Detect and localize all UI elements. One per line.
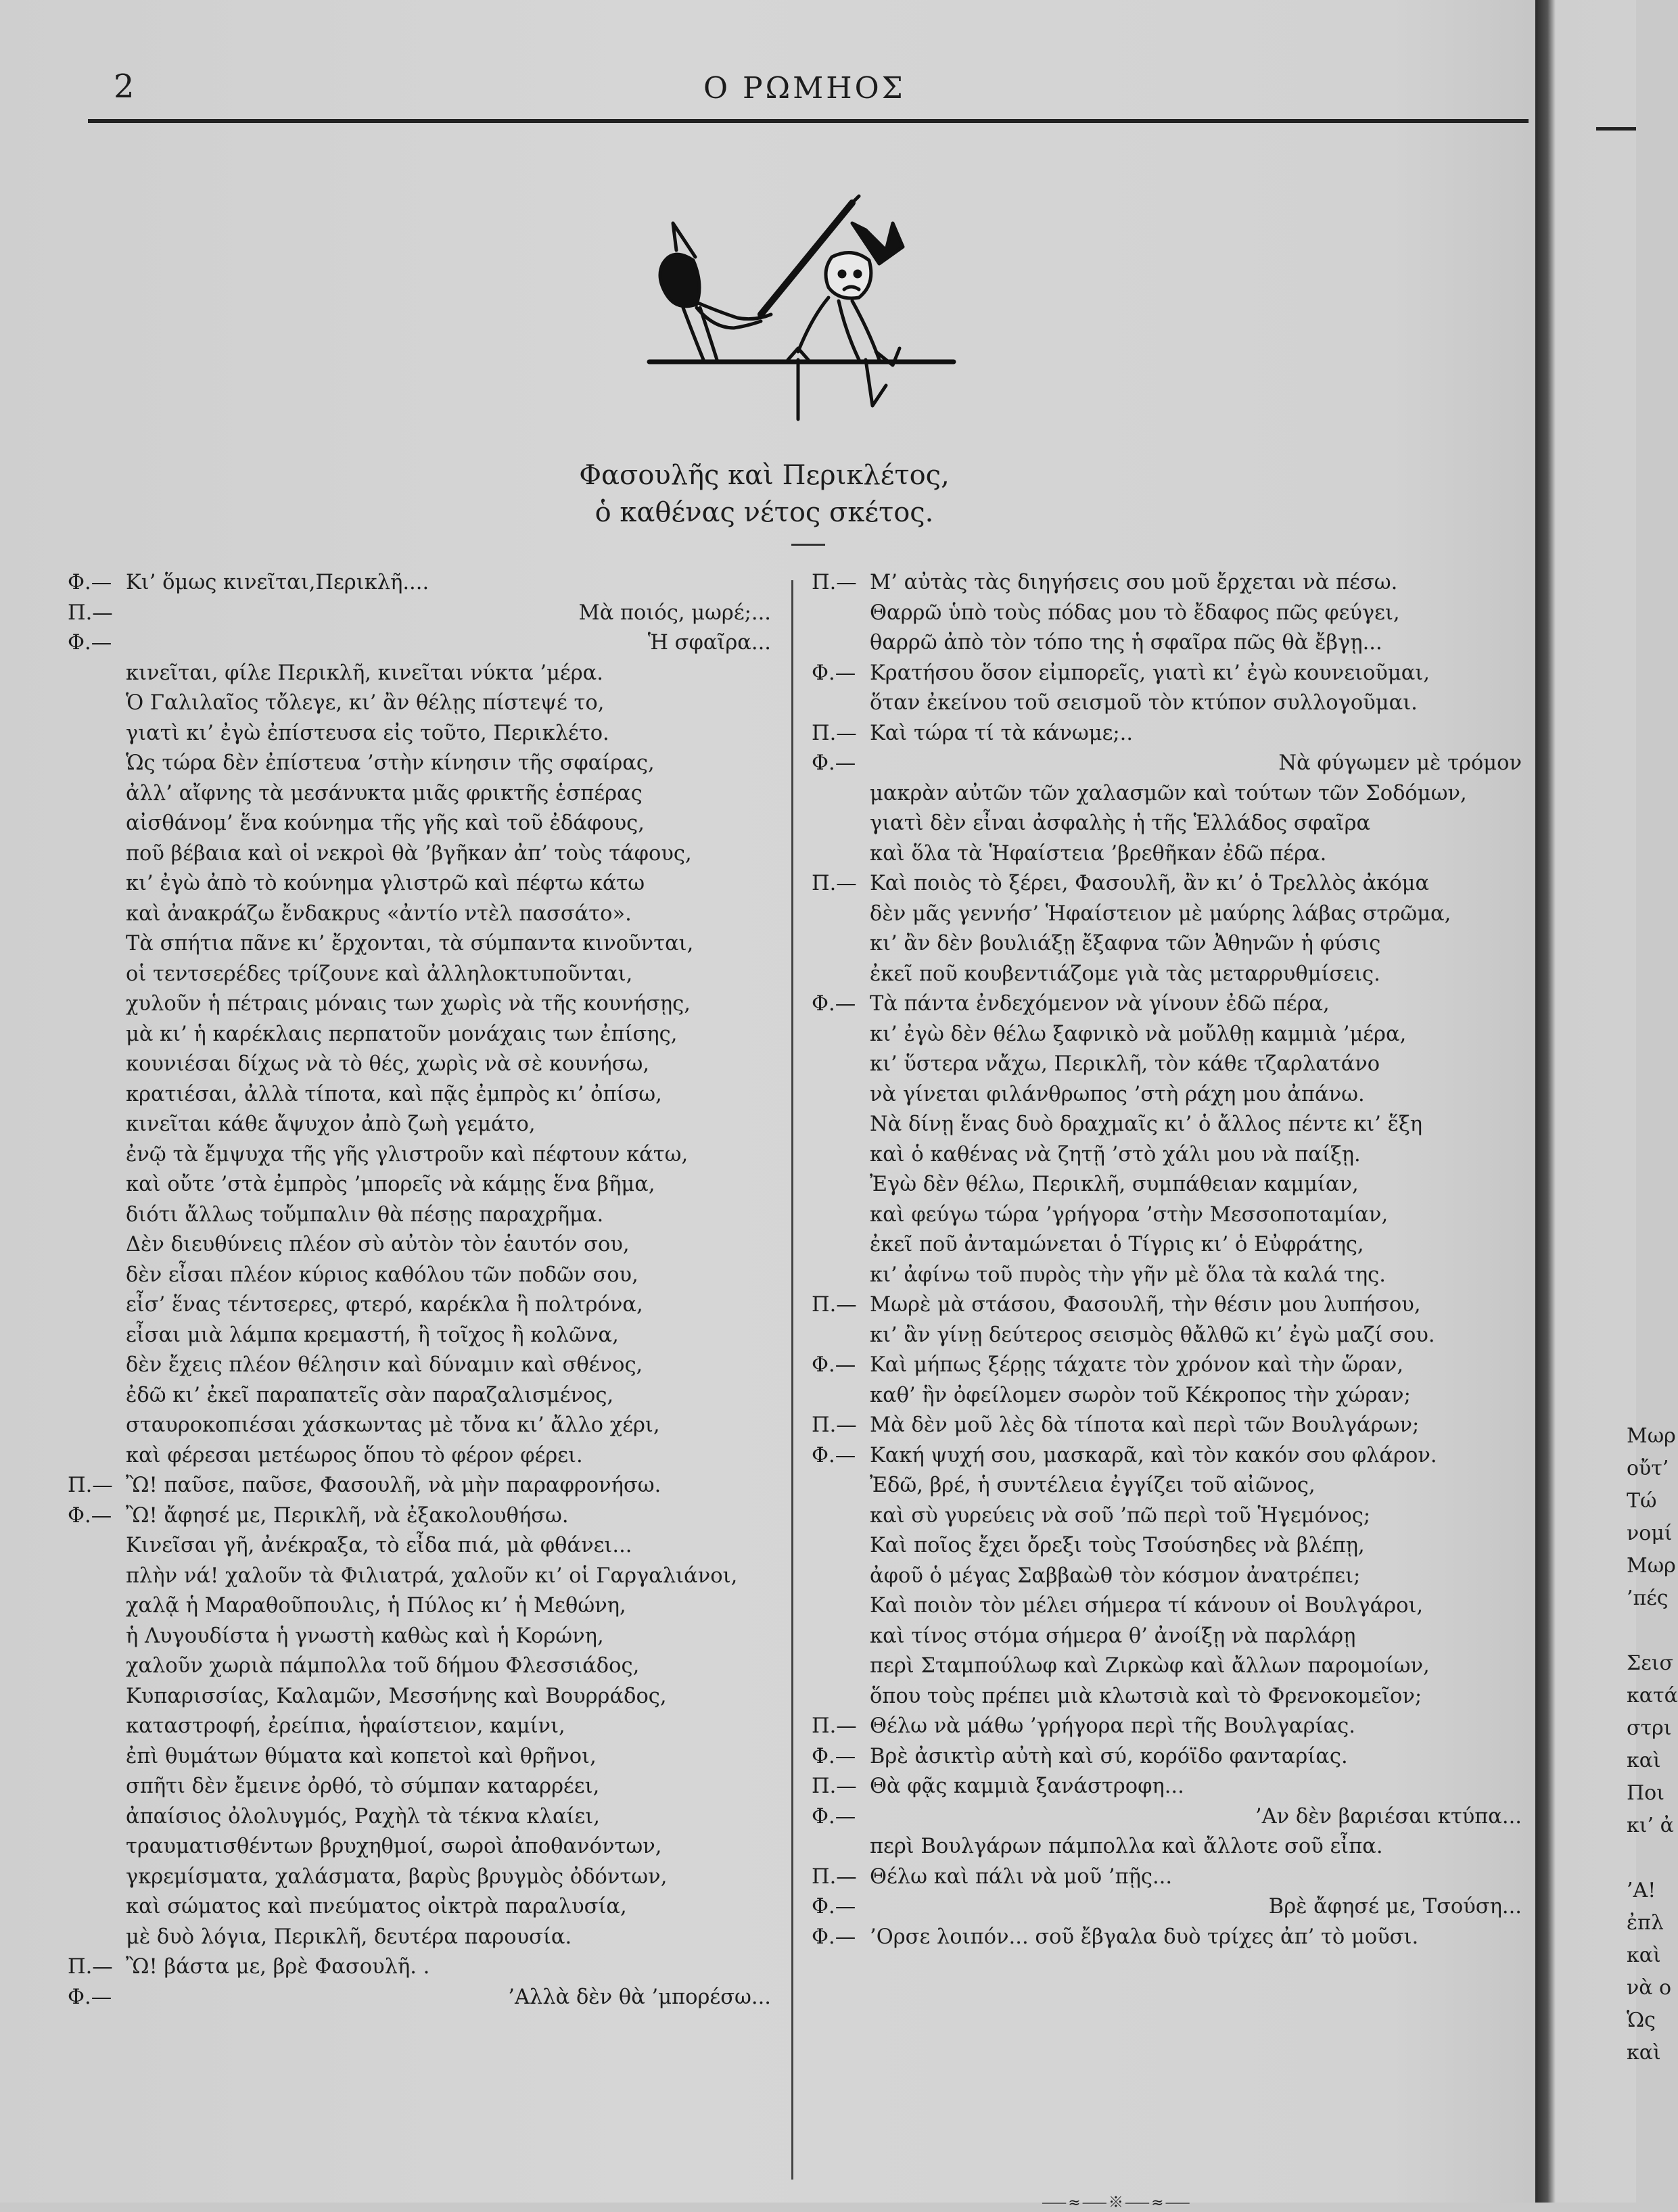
caption-line-2: ὁ καθένας νέτος σκέτος. <box>595 497 934 528</box>
verse-line <box>812 749 1529 779</box>
verse-line <box>812 1682 1529 1712</box>
verse-line <box>68 1170 778 1200</box>
fragment-line: κι’ ἀ <box>1627 1814 1674 1837</box>
verse-text: θαρρῶ ἀπὸ τὸν τόπο της ἡ σφαῖρα πῶς θὰ ἔβγῃ... <box>870 631 1382 655</box>
verse-line <box>68 1892 778 1923</box>
speaker-label: Φ.— <box>68 571 112 594</box>
verse-line <box>68 929 778 960</box>
speaker-label: Π.— <box>68 1955 113 1979</box>
verse-line <box>812 869 1529 899</box>
verse-text: κινεῖται κάθε ἄψυχον ἀπὸ ζωὴ γεμάτο, <box>126 1112 536 1136</box>
verse-text: Τὰ σπήτια πᾶνε κι’ ἔρχονται, τὰ σύμπαντα κινοῦνται, <box>126 932 694 956</box>
verse-text: Θαρρῶ ὑπὸ τοὺς πόδας μου τὸ ἔδαφος πῶς φεύγει, <box>870 601 1400 625</box>
verse-line <box>68 1200 778 1231</box>
verse-text: γκρεμίσματα, χαλάσματα, βαρὺς βρυγμὸς ὀδόντων, <box>126 1864 668 1889</box>
verse-text: καὶ φεύγω τώρα ’γρήγορα ’στὴν Μεσσοποταμίαν, <box>870 1202 1389 1227</box>
verse-text: ὅταν ἐκείνου τοῦ σεισμοῦ τὸν κτύπον συλλογοῦμαι. <box>870 691 1418 715</box>
fragment-line: ’πές <box>1627 1586 1669 1610</box>
speaker-label: Π.— <box>812 1413 857 1437</box>
verse-text: κι’ ἐγὼ ἀπὸ τὸ κούνημα γλιστρῶ καὶ πέφτω κάτω <box>126 872 645 895</box>
verse-line <box>68 1651 778 1682</box>
verse-line <box>68 688 778 719</box>
verse-line <box>812 1080 1529 1110</box>
verse-text: νὰ γίνεται φιλάνθρωπος ’στὴ ράχη μου ἀπάνω. <box>870 1082 1365 1106</box>
verse-line <box>812 1050 1529 1080</box>
verse-text-right: Βρὲ ἄφησέ με, Τσούση... <box>1268 1895 1522 1919</box>
verse-line <box>812 1622 1529 1652</box>
speaker-label: Π.— <box>812 872 857 895</box>
verse-line <box>812 1290 1529 1321</box>
verse-line <box>812 779 1529 809</box>
verse-text: ἐκεῖ ποῦ κουβεντιάζομε γιὰ τὰς μεταρρυθμίσεις. <box>870 962 1380 986</box>
verse-text: χυλοῦν ἡ πέτραις μόναις των χωρὶς νὰ τῆς κουνήσῃς, <box>126 992 691 1016</box>
fragment-line: Μωρ <box>1627 1554 1676 1578</box>
verse-line <box>68 1321 778 1351</box>
verse-text: καὶ φέρεσαι μετέωρος ὅπου τὸ φέρον φέρει. <box>126 1443 583 1467</box>
verse-line <box>68 1080 778 1110</box>
verse-line <box>68 989 778 1020</box>
verse-text: Καὶ τώρα τί τὰ κάνωμε;.. <box>870 721 1134 745</box>
verse-line <box>812 1261 1529 1291</box>
page-number: 2 <box>114 68 135 105</box>
speaker-label: Π.— <box>68 601 113 625</box>
caption-line-1: Φασουλῆς καὶ Περικλέτος, <box>579 460 950 491</box>
verse-line <box>68 1531 778 1561</box>
fragment-line <box>1627 1842 1636 1875</box>
speaker-label: Φ.— <box>812 751 856 775</box>
fragment-line: καὶ <box>1627 1944 1661 1967</box>
fragment-line: νομί <box>1627 1522 1673 1545</box>
verse-line <box>812 1712 1529 1742</box>
verse-text: Τὰ πάντα ἐνδεχόμενον νὰ γίνουν ἐδῶ πέρα, <box>870 992 1330 1016</box>
adjacent-page-fragments <box>1627 1420 1678 2069</box>
speaker-label: Φ.— <box>812 1443 856 1467</box>
verse-line <box>68 1501 778 1532</box>
verse-line <box>812 1321 1529 1351</box>
verse-line <box>68 568 778 598</box>
verse-text: Καὶ ποῖος ἔχει ὄρεξι τοὺς Τσούσηδες νὰ βλέπῃ, <box>870 1534 1365 1557</box>
speaker-label: Π.— <box>812 571 857 594</box>
verse-text-right: ’Αν δὲν βαριέσαι κτύπα... <box>1255 1804 1522 1829</box>
fragment-line: Τώ <box>1627 1489 1657 1513</box>
verse-text: Μ’ αὐτὰς τὰς διηγήσεις σου μοῦ ἔρχεται νὰ πέσω. <box>870 571 1398 594</box>
verse-line <box>812 1862 1529 1893</box>
verse-text: Θέλω νὰ μάθω ’γρήγορα περὶ τῆς Βουλγαρίας. <box>870 1714 1355 1738</box>
verse-text: χαλᾷ ἡ Μαραθοῦπουλις, ἡ Πύλος κι’ ἡ Μεθώνη, <box>126 1594 626 1618</box>
verse-text: καὶ ὅλα τὰ Ἡφαίστεια ’βρεθῆκαν ἐδῶ πέρα. <box>870 841 1327 866</box>
verse-line <box>812 1020 1529 1050</box>
verse-text: σπῆτι δὲν ἔμεινε ὀρθό, τὸ σύμπαν καταρρέει, <box>126 1774 600 1798</box>
verse-line <box>68 1411 778 1441</box>
verse-text: χαλοῦν χωριὰ πάμπολλα τοῦ δήμου Φλεσσιάδος, <box>126 1654 640 1678</box>
verse-text: Καὶ ποιὸν τὸν μέλει σήμερα τί κάνουν οἱ Βουλγάροι, <box>870 1594 1424 1618</box>
verse-line <box>68 809 778 839</box>
verse-line <box>68 1712 778 1742</box>
fragment-line: κατά <box>1627 1684 1678 1708</box>
verse-line <box>68 1862 778 1893</box>
fragment-line: Μωρ <box>1627 1424 1676 1448</box>
verse-text: καὶ ἀνακράζω ἔνδακρυς «ἀντίο ντὲλ πασσάτο». <box>126 901 632 926</box>
fragment-line: οὔτ’ <box>1627 1457 1669 1480</box>
verse-text: Θὰ φᾷς καμμιὰ ξανάστροφη... <box>870 1774 1184 1798</box>
verse-line <box>812 1892 1529 1923</box>
verse-text: σταυροκοπιέσαι χάσκωντας μὲ τὄνα κι’ ἄλλο χέρι, <box>126 1413 660 1437</box>
verse-line <box>812 1832 1529 1862</box>
fragment-line: Ποι <box>1627 1781 1664 1805</box>
verse-text: καὶ ὁ καθένας νὰ ζητῇ ’στὸ χάλι μου νὰ παίξῃ. <box>870 1142 1361 1167</box>
verse-text: περὶ Σταμπούλωφ καὶ Ζιρκὼφ καὶ ἄλλων παρομοίων, <box>870 1654 1430 1678</box>
verse-text: Θέλω καὶ πάλι νὰ μοῦ ’πῇς... <box>870 1864 1173 1889</box>
verse-line <box>812 899 1529 930</box>
verse-line <box>68 839 778 870</box>
verse-text: κρατιέσαι, ἀλλὰ τίποτα, καὶ πᾷς ἐμπρὸς κι’ ὀπίσω, <box>126 1082 662 1106</box>
verse-line <box>812 1561 1529 1592</box>
verse-line <box>812 1140 1529 1171</box>
verse-line <box>812 1923 1529 1953</box>
verse-text: καὶ σώματος καὶ πνεύματος οἰκτρὰ παραλυσία, <box>126 1895 627 1919</box>
verse-text: κι’ ὕστερα νἄχω, Περικλῆ, τὸν κάθε τζαρλατάνο <box>870 1052 1380 1076</box>
verse-line <box>68 960 778 990</box>
left-column <box>68 568 778 2013</box>
verse-text: κι’ ἐγὼ δὲν θέλω ξαφνικὸ νὰ μοὔλθῃ καμμιὰ ’μέρα, <box>870 1022 1407 1046</box>
fragment-line: ἐπλ <box>1627 1911 1664 1935</box>
verse-line <box>68 719 778 749</box>
verse-text: ἀφοῦ ὁ μέγας Σαββαὼθ τὸν κόσμον ἀνατρέπει; <box>870 1563 1361 1588</box>
verse-line <box>812 1501 1529 1532</box>
verse-text: ἐκεῖ ποῦ ἀνταμώνεται ὁ Τίγρις κι’ ὁ Εὐφράτης, <box>870 1233 1364 1256</box>
fragment-line: Σεισ <box>1627 1651 1673 1675</box>
verse-line <box>68 1471 778 1501</box>
fragment-line: Ὡς <box>1627 2008 1656 2032</box>
verse-line <box>68 1020 778 1050</box>
fragment-line: ’Α! <box>1627 1879 1656 1902</box>
verse-text: Ἐγὼ δὲν θέλω, Περικλῆ, συμπάθειαν καμμίαν, <box>870 1173 1359 1196</box>
speaker-label: Π.— <box>68 1474 113 1497</box>
verse-text: Κακή ψυχή σου, μασκαρᾶ, καὶ τὸν κακόν σου φλάρον. <box>870 1443 1437 1467</box>
verse-line <box>812 1170 1529 1200</box>
verse-text: Βρὲ ἀσικτὶρ αὐτὴ καὶ σύ, κορόϊδο φανταρίας. <box>870 1744 1348 1768</box>
verse-line <box>68 1802 778 1833</box>
fragment-line: νὰ ο <box>1627 1976 1672 2000</box>
verse-line <box>812 659 1529 689</box>
verse-line <box>68 1381 778 1411</box>
adjacent-header-rule <box>1596 127 1636 131</box>
verse-line <box>68 899 778 930</box>
verse-text: Καὶ ποιὸς τὸ ξέρει, Φασουλῆ, ἂν κι’ ὁ Τρελλὸς ἀκόμα <box>870 872 1430 895</box>
verse-text: μακρὰν αὐτῶν τῶν χαλασμῶν καὶ τούτων τῶν Σοδόμων, <box>870 781 1467 805</box>
speaker-label: Φ.— <box>812 1744 856 1768</box>
verse-line <box>68 1591 778 1622</box>
cartoon-illustration <box>636 183 960 440</box>
verse-line <box>68 1622 778 1652</box>
verse-text: Ὢ! ἄφησέ με, Περικλῆ, νὰ ἐξακολουθήσω. <box>126 1503 569 1528</box>
verse-line <box>812 1591 1529 1622</box>
verse-line <box>68 1261 778 1291</box>
verse-text: κι’ ἀφίνω τοῦ πυρὸς τὴν γῆν μὲ ὅλα τὰ καλά της. <box>870 1263 1386 1287</box>
verse-text: Μὰ δὲν μοῦ λὲς δὰ τίποτα καὶ περὶ τῶν Βουλγάρων; <box>870 1413 1420 1437</box>
verse-line <box>68 1441 778 1472</box>
verse-text: Καὶ μήπως ξέρῃς τάχατε τὸν χρόνον καὶ τὴν ὥραν, <box>870 1353 1404 1377</box>
header-rule <box>88 119 1529 123</box>
fragment-line: στρι <box>1627 1716 1672 1740</box>
caption-dash <box>791 544 825 546</box>
verse-text: Ὢ! παῦσε, παῦσε, Φασουλῆ, νὰ μὴν παραφρονήσω. <box>126 1474 661 1497</box>
verse-text: ἀλλ’ αἴφνης τὰ μεσάνυκτα μιᾶς φρικτῆς ἑσπέρας <box>126 781 643 805</box>
verse-line <box>68 628 778 659</box>
verse-line <box>812 989 1529 1020</box>
verse-text: ἀπαίσιος ὀλολυγμός, Ραχὴλ τὰ τέκνα κλαίει, <box>126 1804 600 1829</box>
verse-line <box>812 598 1529 629</box>
verse-line <box>68 1350 778 1381</box>
verse-text: εἶσ’ ἕνας τέντσερες, φτερό, καρέκλα ἢ πολτρόνα, <box>126 1293 643 1317</box>
fragment-line: καὶ <box>1627 2041 1661 2065</box>
verse-line <box>68 1983 778 2013</box>
verse-line <box>68 1050 778 1080</box>
verse-text: κουνιέσαι δίχως νὰ τὸ θές, χωρὶς νὰ σὲ κουνήσω, <box>126 1052 650 1076</box>
column-divider <box>791 580 793 2180</box>
closing-ornament: ⸺≈⸺※⸺≈⸺ <box>1042 2194 1192 2211</box>
speaker-label: Φ.— <box>68 1985 112 2009</box>
verse-line <box>68 1140 778 1171</box>
verse-text: καταστροφή, ἐρείπια, ἡφαίστειον, καμίνι, <box>126 1714 565 1738</box>
speaker-label: Φ.— <box>812 1804 856 1829</box>
verse-line <box>812 1411 1529 1441</box>
speaker-label: Π.— <box>812 1774 857 1798</box>
verse-text: Νὰ δίνῃ ἕνας δυὸ δραχμαῖς κι’ ὁ ἄλλος πέντε κι’ ἕξη <box>870 1112 1423 1136</box>
speaker-label: Φ.— <box>812 1925 856 1949</box>
verse-text: κι’ ἂν γίνῃ δεύτερος σεισμὸς θἄλθῶ κι’ ἐγὼ μαζί σου. <box>870 1323 1435 1347</box>
verse-line <box>812 1110 1529 1140</box>
speaker-label: Π.— <box>812 1864 857 1889</box>
verse-text: Κινεῖσαι γῆ, ἀνέκραξα, τὸ εἶδα πιά, μὰ φθάνει... <box>126 1534 632 1557</box>
verse-line <box>812 960 1529 990</box>
verse-text: δὲν μᾶς γεννήσ’ Ἡφαίστειον μὲ μαύρης λάβας στρῶμα, <box>870 901 1451 926</box>
verse-line <box>68 1923 778 1953</box>
verse-text-right: ’Αλλὰ δὲν θὰ ’μπορέσω... <box>508 1985 771 2009</box>
verse-line <box>812 1381 1529 1411</box>
speaker-label: Φ.— <box>812 1353 856 1377</box>
verse-line <box>68 1110 778 1140</box>
verse-line <box>68 1952 778 1983</box>
verse-text: καθ’ ἣν ὀφείλομεν σωρὸν τοῦ Κέκροπος τὴν χώραν; <box>870 1383 1411 1407</box>
verse-line <box>68 779 778 809</box>
verse-line <box>68 598 778 629</box>
verse-line <box>812 688 1529 719</box>
verse-text: περὶ Βουλγάρων πάμπολλα καὶ ἄλλοτε σοῦ εἶπα. <box>870 1835 1383 1858</box>
verse-line <box>812 1441 1529 1472</box>
verse-text: κινεῖται, φίλε Περικλῆ, κινεῖται νύκτα ’μέρα. <box>126 661 603 685</box>
verse-text: γιατὶ κι’ ἐγὼ ἐπίστευσα εἰς τοῦτο, Περικλέτο. <box>126 721 609 745</box>
speaker-label: Π.— <box>812 721 857 745</box>
verse-text: ποῦ βέβαια καὶ οἱ νεκροὶ θὰ ’βγῆκαν ἀπ’ τοὺς τάφους, <box>126 841 692 866</box>
speaker-label: Φ.— <box>68 1503 112 1528</box>
verse-text: εἶσαι μιὰ λάμπα κρεμαστή, ἢ τοῖχος ἢ κολῶνα, <box>126 1323 619 1347</box>
speaker-label: Φ.— <box>812 1895 856 1919</box>
verse-text: καὶ τίνος στόμα σήμερα θ’ ἀνοίξῃ νὰ παρλάρῃ <box>870 1624 1356 1648</box>
verse-line <box>812 1772 1529 1802</box>
verse-line <box>68 749 778 779</box>
speaker-label: Π.— <box>812 1293 857 1317</box>
fragment-line: καὶ <box>1627 1749 1661 1772</box>
verse-text-right: Ἡ σφαῖρα... <box>647 631 771 655</box>
verse-line <box>68 1290 778 1321</box>
verse-line <box>812 839 1529 870</box>
verse-text-right: Μὰ ποιός, μωρέ;... <box>578 601 771 625</box>
verse-line <box>68 1832 778 1862</box>
verse-text: τραυματισθέντων βρυχηθμοί, σωροὶ ἀποθανόντων, <box>126 1835 662 1858</box>
verse-line <box>68 659 778 689</box>
verse-line <box>68 1682 778 1712</box>
verse-text: Ἐδῶ, βρέ, ἡ συντέλεια ἐγγίζει τοῦ αἰῶνος, <box>870 1474 1315 1497</box>
verse-text: γιατὶ δὲν εἶναι ἀσφαλὴς ἡ τῆς Ἑλλάδος σφαῖρα <box>870 811 1371 835</box>
speaker-label: Π.— <box>812 1714 857 1738</box>
verse-text: Κρατήσου ὅσον εἰμπορεῖς, γιατὶ κι’ ἐγὼ κουνειοῦμαι, <box>870 661 1430 685</box>
verse-line <box>812 1742 1529 1772</box>
speaker-label: Φ.— <box>812 992 856 1016</box>
verse-text: κι’ ἂν δὲν βουλιάξῃ ἔξαφνα τῶν Ἀθηνῶν ἡ φύσις <box>870 932 1381 956</box>
masthead-title: Ο ΡΩΜΗΟΣ <box>703 71 906 105</box>
verse-text: ἐπὶ θυμάτων θύματα καὶ κοπετοὶ καὶ θρῆνοι, <box>126 1744 597 1768</box>
verse-text: Ὡς τώρα δὲν ἐπίστευα ’στὴν κίνησιν τῆς σφαίρας, <box>126 751 655 775</box>
verse-line <box>812 1802 1529 1833</box>
verse-line <box>68 1772 778 1802</box>
verse-text: καὶ σὺ γυρεύεις νὰ σοῦ ’πῶ περὶ τοῦ Ἡγεμόνος; <box>870 1503 1371 1528</box>
verse-text: ὅπου τοὺς πρέπει μιὰ κλωτσιὰ καὶ τὸ Φρενοκομεῖον; <box>870 1684 1422 1708</box>
speaker-label: Φ.— <box>68 631 112 655</box>
verse-text: αἰσθάνομ’ ἕνα κούνημα τῆς γῆς καὶ τοῦ ἐδάφους, <box>126 811 645 835</box>
verse-text: ἡ Λυγουδίστα ἡ γνωστὴ καθὼς καὶ ἡ Κορώνη, <box>126 1624 604 1648</box>
verse-text: Ὢ! βάστα με, βρὲ Φασουλῆ. . <box>126 1955 430 1979</box>
verse-text: μὲ δυὸ λόγια, Περικλῆ, δευτέρα παρουσία. <box>126 1925 572 1949</box>
speaker-label: Φ.— <box>812 661 856 685</box>
verse-text: ἐδῶ κι’ ἐκεῖ παραπατεῖς σὰν παραζαλισμένος, <box>126 1383 614 1407</box>
verse-line <box>812 1651 1529 1682</box>
right-column <box>812 568 1529 1952</box>
verse-text-right: Νὰ φύγωμεν μὲ τρόμον <box>1278 751 1522 775</box>
verse-text: δὲν ἔχεις πλέον θέλησιν καὶ δύναμιν καὶ σθένος, <box>126 1353 643 1377</box>
verse-text: ἐνῷ τὰ ἔμψυχα τῆς γῆς γλιστροῦν καὶ πέφτουν κάτω, <box>126 1142 689 1167</box>
verse-line <box>812 1200 1529 1231</box>
verse-text: ’Ορσε λοιπόν... σοῦ ἔβγαλα δυὸ τρίχες ἀπ’ τὸ μοῦσι. <box>870 1925 1419 1949</box>
verse-line <box>812 568 1529 598</box>
verse-text: Ὁ Γαλιλαῖος τὄλεγε, κι’ ἂν θέλῃς πίστεψέ το, <box>126 691 605 715</box>
verse-line <box>68 1561 778 1592</box>
verse-text: μὰ κι’ ἡ καρέκλαις περπατοῦν μονάχαις των ἐπίσης, <box>126 1022 678 1046</box>
fragment-line <box>1627 1615 1636 1647</box>
verse-text: οἱ τεντσερέδες τρίζουνε καὶ ἀλληλοκτυποῦνται, <box>126 962 633 986</box>
verse-text: Δὲν διευθύνεις πλέον σὺ αὐτὸν τὸν ἑαυτόν σου, <box>126 1233 630 1256</box>
verse-line <box>68 1742 778 1772</box>
verse-text: Κι’ ὅμως κινεῖται,Περικλῆ.... <box>126 571 429 594</box>
verse-line <box>812 1531 1529 1561</box>
verse-line <box>812 1350 1529 1381</box>
verse-line <box>812 1471 1529 1501</box>
verse-line <box>68 1230 778 1261</box>
verse-text: διότι ἄλλως τοὔμπαλιν θὰ πέσῃς παραχρῆμα. <box>126 1202 604 1227</box>
verse-text: Κυπαρισσίας, Καλαμῶν, Μεσσήνης καὶ Βουρράδος, <box>126 1684 667 1708</box>
verse-line <box>812 929 1529 960</box>
verse-line <box>812 1230 1529 1261</box>
verse-text: Μωρὲ μὰ στάσου, Φασουλῆ, τὴν θέσιν μου λυπήσου, <box>870 1293 1421 1317</box>
verse-text: πλὴν νά! χαλοῦν τὰ Φιλιατρά, χαλοῦν κι’ οἱ Γαργαλιάνοι, <box>126 1563 738 1588</box>
verse-text: δὲν εἶσαι πλέον κύριος καθόλου τῶν ποδῶν σου, <box>126 1263 638 1287</box>
verse-line <box>812 628 1529 659</box>
verse-line <box>68 869 778 899</box>
verse-text: καὶ οὔτε ’στὰ ἐμπρὸς ’μπορεῖς νὰ κάμῃς ἕνα βῆμα, <box>126 1173 655 1196</box>
verse-line <box>812 809 1529 839</box>
verse-line <box>812 719 1529 749</box>
